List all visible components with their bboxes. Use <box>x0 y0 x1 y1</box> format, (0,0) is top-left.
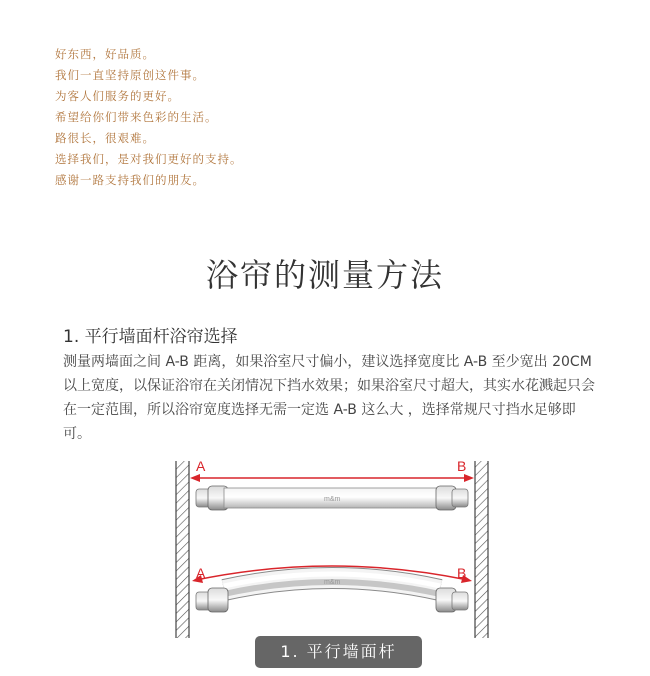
slogan-line: 为客人们服务的更好。 <box>55 89 180 103</box>
slogan-line: 好东西，好品质。 <box>55 47 155 61</box>
section-title: 1. 平行墙面杆浴帘选择 <box>63 327 238 347</box>
label-a-bottom: A <box>196 565 206 581</box>
caption-badge: 1. 平行墙面杆 <box>255 636 422 668</box>
slogan-line: 希望给你们带来色彩的生活。 <box>55 110 218 124</box>
slogan-line: 我们一直坚持原创这件事。 <box>55 68 205 82</box>
left-wall <box>176 461 189 638</box>
label-b-bottom: B <box>457 565 467 581</box>
label-a-top: A <box>196 458 206 474</box>
slogan-line: 路很长，很艰难。 <box>55 131 155 145</box>
right-wall <box>475 461 488 638</box>
label-b-top: B <box>457 458 467 474</box>
rod-logo-bottom: m&m <box>324 579 341 586</box>
slogan-line: 选择我们，是对我们更好的支持。 <box>55 152 243 166</box>
section-body: 测量两墙面之间 A-B 距离，如果浴室尺寸偏小，建议选择宽度比 A-B 至少宽出 20CM 以上宽度，以保证浴帘在关闭情况下挡水效果；如果浴室尺寸超大，其实水花溅起只会在一定范围，所以浴帘宽度选择无需一定选 A-B 这么大 ，选择常规尺寸挡水足够即可。 <box>63 354 595 442</box>
slogan-line: 感谢一路支持我们的朋友。 <box>55 173 205 187</box>
top-measure-arrow <box>190 474 474 482</box>
rod-logo-top: m&m <box>324 496 341 503</box>
page-title: 浴帘的测量方法 <box>205 256 444 294</box>
